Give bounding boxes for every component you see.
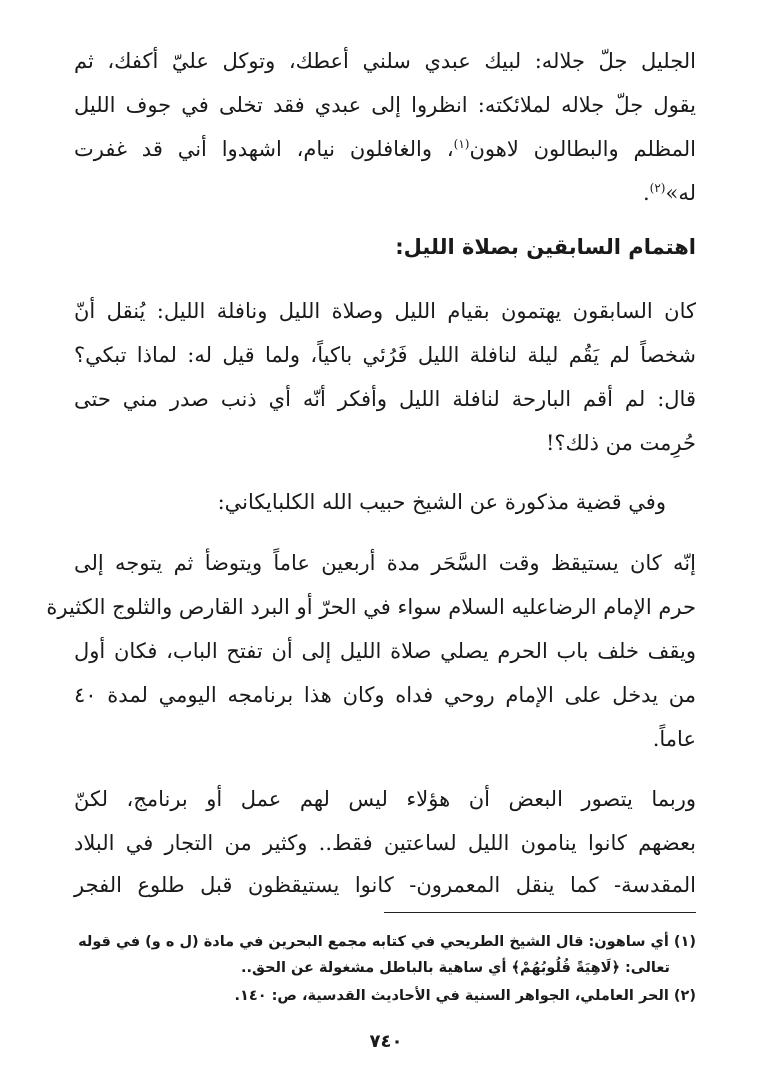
paragraph-1-line-3-part-1: المظلم والبطالون لاهون: [469, 137, 696, 161]
paragraph-5-line-1: وربما يتصور البعض أن هؤلاء ليس لهم عمل أو برنامج، لكنّ: [74, 787, 696, 811]
paragraph-1-line-3-part-2: ، والغافلون نيام، اشهدوا أني قد غفرت: [74, 137, 454, 161]
page-number: ٧٤٠: [369, 1031, 403, 1052]
paragraph-1-line-3: [74, 134, 696, 164]
paragraph-2-line-1: كان السابقون يهتمون بقيام الليل وصلاة الليل ونافلة الليل: يُنقل أنّ: [74, 299, 696, 323]
paragraph-4-line-2: حرم الإمام الرضاعليه السلام سواء في الحرّ أو البرد القارص والثلوج الكثيرة: [46, 595, 696, 619]
paragraph-4-line-4: من يدخل على الإمام روحي فداه وكان هذا برنامجه اليومي لمدة ٤٠: [74, 683, 696, 707]
paragraph-1-line-1: الجليل جلّ جلاله: لبيك عبدي سلني أعطك، وتوكل عليّ أكفك، ثم: [74, 49, 697, 73]
paragraph-1-line-4-part-1: له»: [665, 181, 696, 205]
paragraph-2-line-2: شخصاً لم يَقُم ليلة لنافلة الليل فَرُئي باكياً، ولما قيل له: لماذا تبكي؟: [74, 343, 696, 367]
section-heading: اهتمام السابقين بصلاة الليل:: [395, 235, 696, 259]
paragraph-3-line-1: وفي قضية مذكورة عن الشيخ حبيب الله الكلبايكاني:: [217, 490, 666, 514]
footnote-1-continuation: تعالى: ﴿لَاهِيَةً قُلُوبُهُمْ﴾ أي ساهية بالباطل مشغولة عن الحق..: [241, 960, 670, 976]
paragraph-5-line-2: بعضهم كانوا ينامون الليل لساعتين فقط.. وكثير من التجار في البلاد: [74, 831, 696, 855]
paragraph-2-line-3: قال: لم أقم البارحة لنافلة الليل وأفكر أنّه أي ذنب صدر مني حتى: [74, 387, 696, 411]
paragraph-1-line-2: يقول جلّ جلاله لملائكته: انظروا إلى عبدي فقد تخلى في جوف الليل: [74, 93, 696, 117]
note-ref-2: (٢): [649, 181, 666, 195]
footnote-separator: [384, 912, 696, 913]
paragraph-4-line-5: عاماً.: [652, 727, 696, 751]
paragraph-4-line-1: إنّه كان يستيقظ وقت السَّحَر مدة أربعين عاماً ويتوضأ ثم يتوجه إلى: [74, 551, 696, 575]
footnote-2: (٢) الحر العاملي، الجواهر السنية في الأحاديث القدسية، ص: ١٤٠.: [234, 988, 696, 1004]
footnote-1: (١) أي ساهون: قال الشيخ الطريحي في كتابه مجمع البحرين في مادة (ل ه و) في قوله: [78, 934, 696, 950]
paragraph-2-line-4: حُرِمت من ذلك؟!: [545, 431, 696, 455]
paragraph-5-line-3: المقدسة- كما ينقل المعمرون- كانوا يستيقظون قبل طلوع الفجر: [74, 873, 696, 897]
paragraph-1-line-4: [74, 178, 696, 208]
note-ref-1: (١): [453, 137, 470, 151]
paragraph-4-line-3: ويقف خلف باب الحرم يصلي صلاة الليل إلى أن تفتح الباب، فكان أول: [74, 639, 696, 663]
paragraph-1-line-4-part-2: .: [642, 181, 650, 205]
